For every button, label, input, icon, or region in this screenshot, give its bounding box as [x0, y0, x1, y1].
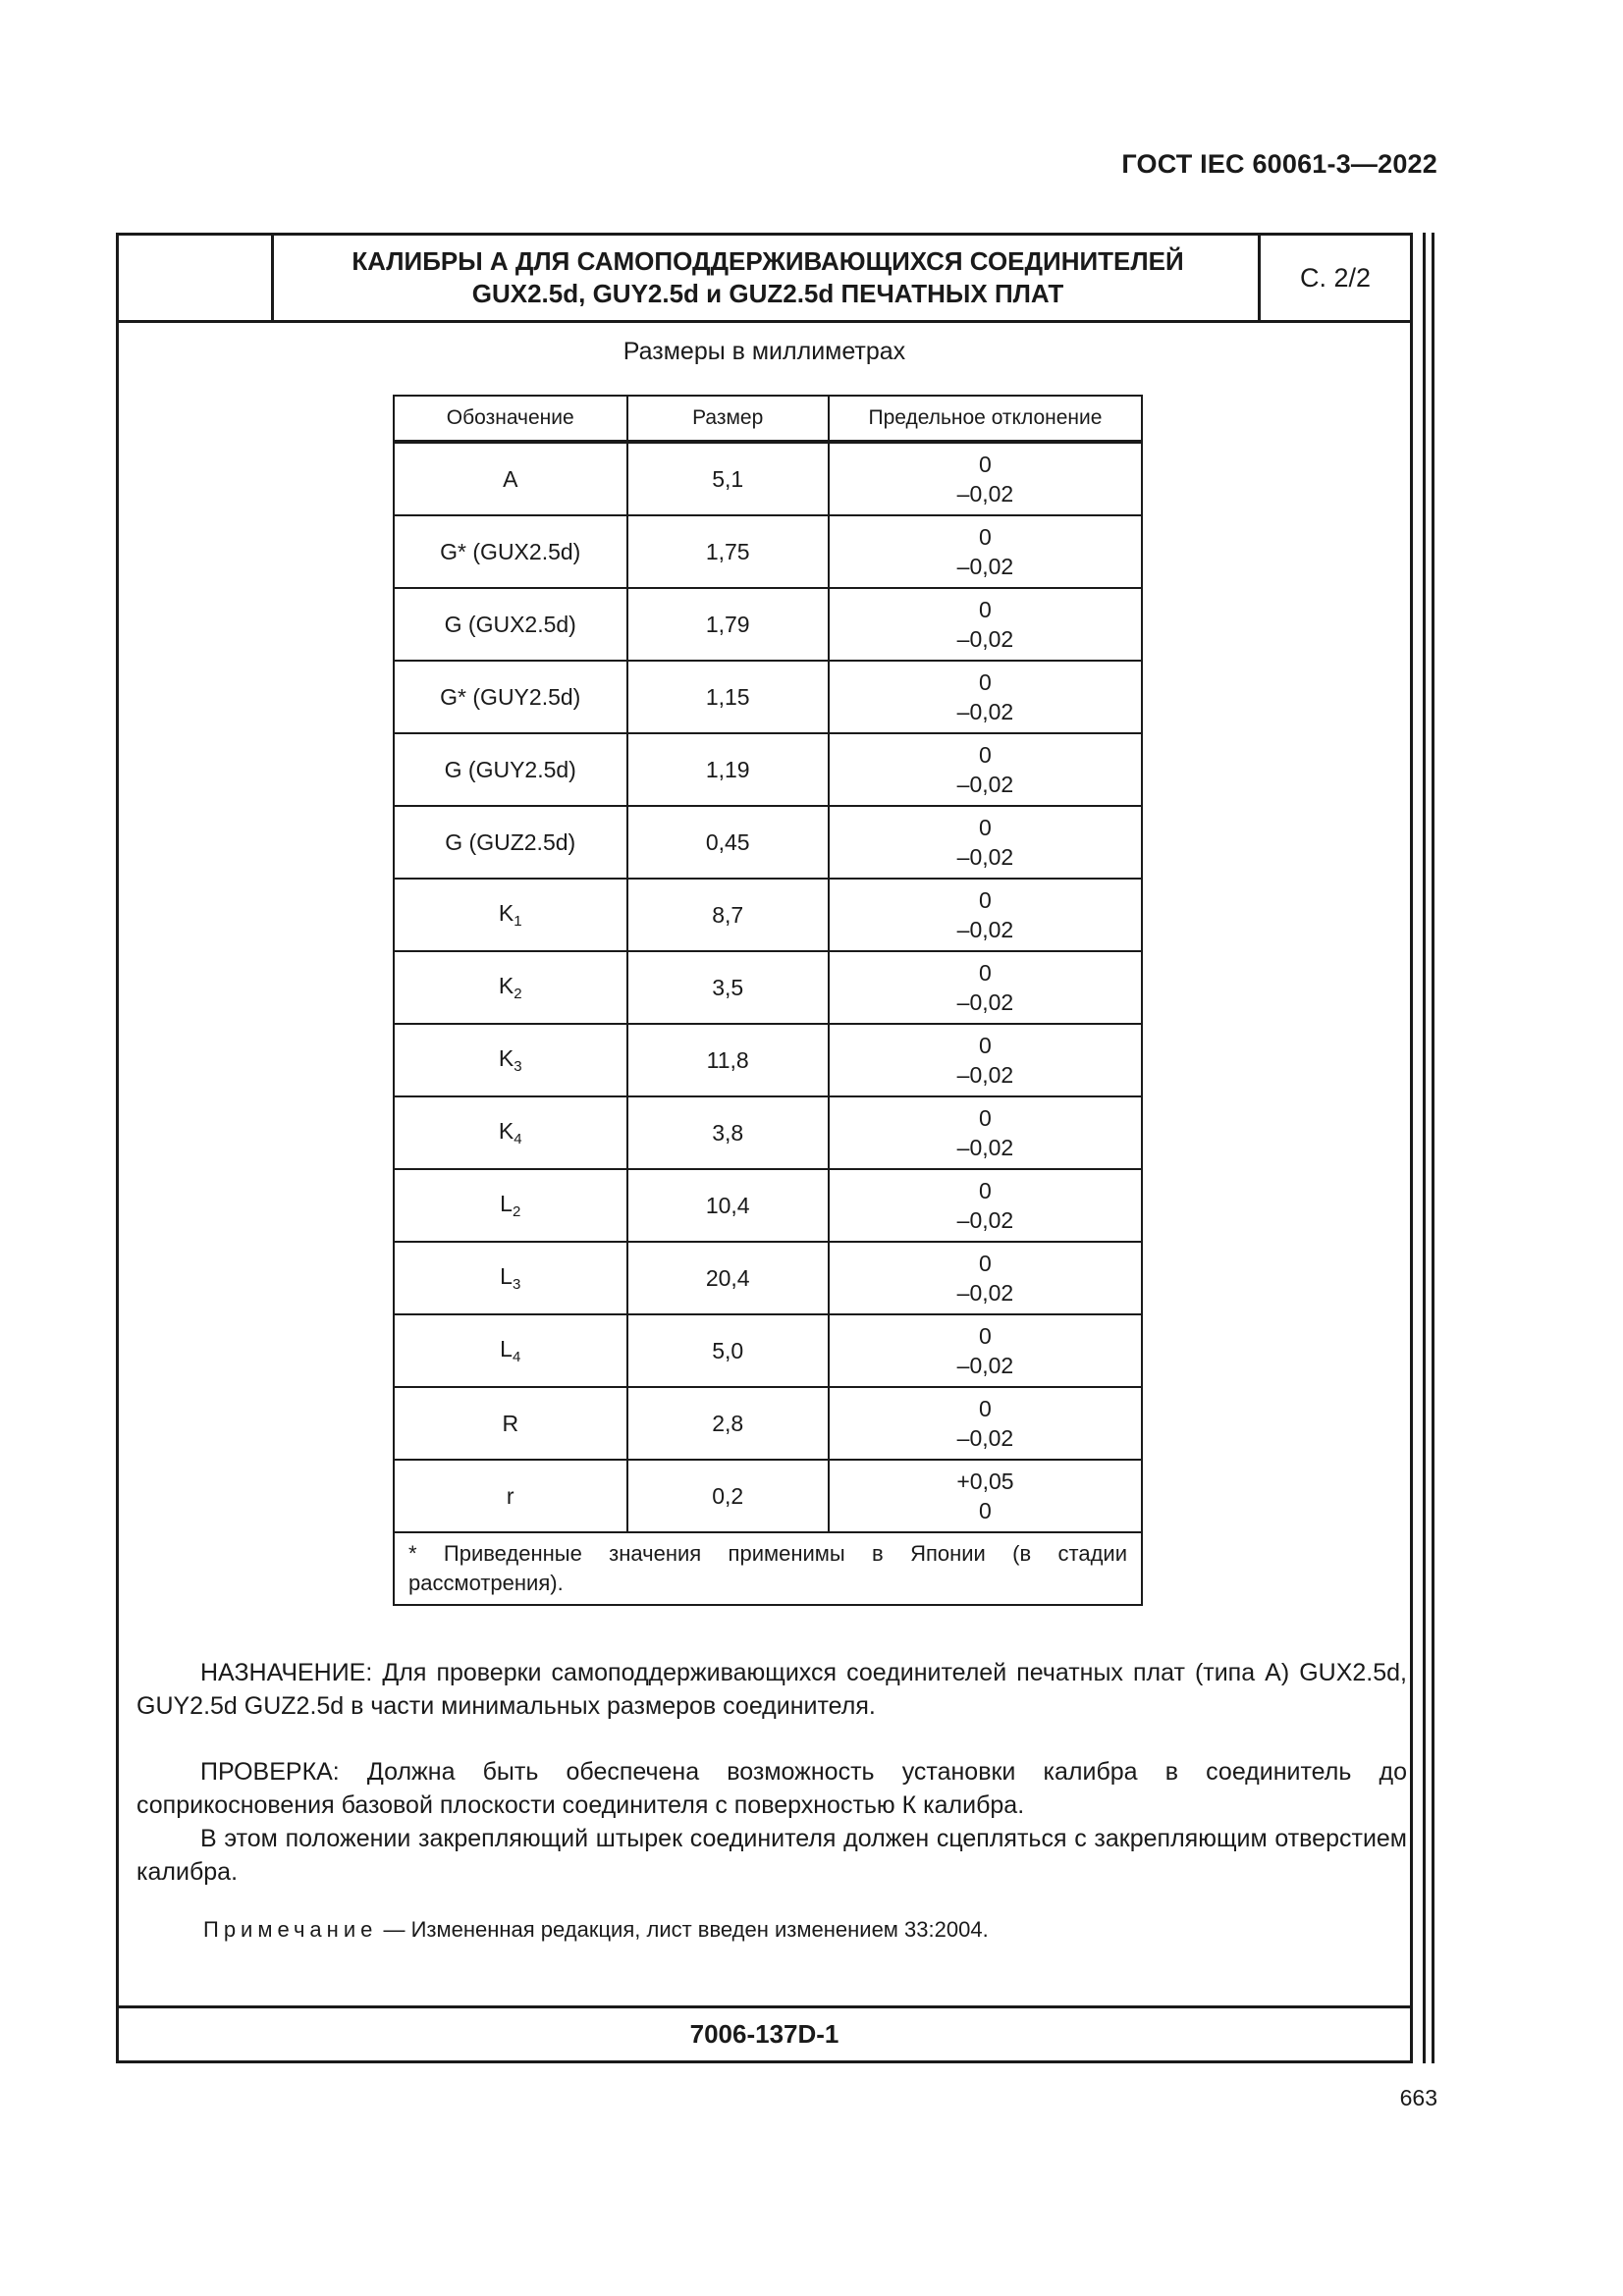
designation-cell — [394, 515, 627, 588]
size-cell: 3,8 — [627, 1096, 829, 1169]
tolerance-cell — [829, 1387, 1142, 1460]
tolerance-upper: 0 — [979, 1033, 992, 1058]
check-paragraph — [136, 1755, 1407, 1822]
tolerance-upper: 0 — [979, 1178, 992, 1203]
table-row — [394, 442, 1142, 515]
tolerance-upper: +0,05 — [956, 1468, 1014, 1494]
tolerance-lower: –0,02 — [956, 626, 1014, 652]
tolerance-lower: –0,02 — [956, 989, 1014, 1015]
table-row — [394, 588, 1142, 661]
tolerance-upper: 0 — [979, 1323, 992, 1349]
designation-cell — [394, 951, 627, 1024]
table-row — [394, 806, 1142, 879]
column-header-designation: Обозначение — [394, 396, 627, 442]
tolerance-lower: –0,02 — [956, 1062, 1014, 1088]
tolerance-cell — [829, 1242, 1142, 1314]
sheet-number: С. 2/2 — [1258, 236, 1410, 320]
size-cell: 1,19 — [627, 733, 829, 806]
dimensions-table — [393, 395, 1143, 1606]
column-header-tolerance: Предельное отклонение — [829, 396, 1142, 442]
size-cell: 2,8 — [627, 1387, 829, 1460]
position-paragraph — [136, 1822, 1407, 1889]
designation-cell — [394, 442, 627, 515]
sheet-title-line-2: GUX2.5d, GUY2.5d и GUZ2.5d ПЕЧАТНЫХ ПЛАТ — [471, 279, 1064, 308]
designation-cell — [394, 1242, 627, 1314]
designation-text: K — [498, 1045, 514, 1071]
designation-text: K — [498, 900, 514, 926]
tolerance-upper: 0 — [979, 597, 992, 622]
tolerance-cell — [829, 442, 1142, 515]
table-row — [394, 661, 1142, 733]
tolerance-cell — [829, 1169, 1142, 1242]
designation-text: K — [498, 973, 514, 998]
size-cell: 5,0 — [627, 1314, 829, 1387]
tolerance-lower: –0,02 — [956, 1280, 1014, 1306]
tolerance-cell — [829, 879, 1142, 951]
designation-cell — [394, 1169, 627, 1242]
note — [203, 1917, 1407, 1943]
tolerance-lower: 0 — [979, 1498, 992, 1523]
designation-subscript: 3 — [514, 1058, 522, 1075]
designation-subscript: 3 — [512, 1276, 521, 1293]
check-text: ПРОВЕРКА: Должна быть обеспечена возможность установки калибра в соединитель до соприкосновения базовой плоскости соединителя с поверхностью К калибра. — [136, 1758, 1407, 1819]
table-row — [394, 1024, 1142, 1096]
designation-text: K — [498, 1118, 514, 1144]
tolerance-lower: –0,02 — [956, 554, 1014, 579]
designation-text: G* (GUX2.5d) — [440, 538, 581, 564]
designation-text: G* (GUY2.5d) — [440, 683, 581, 710]
designation-text: L — [500, 1191, 513, 1216]
table-row — [394, 733, 1142, 806]
size-cell: 5,1 — [627, 442, 829, 515]
table-row — [394, 1314, 1142, 1387]
tolerance-cell — [829, 588, 1142, 661]
designation-cell — [394, 661, 627, 733]
size-cell: 11,8 — [627, 1024, 829, 1096]
designation-cell — [394, 1024, 627, 1096]
tolerance-cell — [829, 951, 1142, 1024]
column-header-size: Размер — [627, 396, 829, 442]
tolerance-upper: 0 — [979, 960, 992, 986]
designation-text: G (GUY2.5d) — [444, 756, 576, 782]
tolerance-lower: –0,02 — [956, 699, 1014, 724]
designation-cell — [394, 588, 627, 661]
tolerance-lower: –0,02 — [956, 1425, 1014, 1451]
sheet-title — [274, 236, 1262, 320]
page-number: 663 — [1399, 2085, 1437, 2110]
designation-text: G (GUZ2.5d) — [445, 828, 576, 855]
table-row — [394, 515, 1142, 588]
designation-text: R — [502, 1410, 519, 1436]
tolerance-lower: –0,02 — [956, 481, 1014, 507]
table-row — [394, 879, 1142, 951]
table-row — [394, 1242, 1142, 1314]
tolerance-cell — [829, 661, 1142, 733]
designation-text: r — [506, 1482, 514, 1509]
purpose-paragraph — [136, 1656, 1407, 1723]
designation-text: A — [503, 465, 518, 492]
size-cell: 1,75 — [627, 515, 829, 588]
tolerance-upper: 0 — [979, 452, 992, 477]
size-cell: 0,2 — [627, 1460, 829, 1532]
designation-cell — [394, 1314, 627, 1387]
tolerance-cell — [829, 733, 1142, 806]
tolerance-upper: 0 — [979, 1251, 992, 1276]
size-cell: 3,5 — [627, 951, 829, 1024]
tolerance-lower: –0,02 — [956, 844, 1014, 870]
designation-subscript: 4 — [512, 1349, 521, 1365]
tolerance-cell — [829, 1024, 1142, 1096]
table-row — [394, 1169, 1142, 1242]
tolerance-lower: –0,02 — [956, 1135, 1014, 1160]
tolerance-upper: 0 — [979, 742, 992, 768]
tolerance-upper: 0 — [979, 887, 992, 913]
designation-cell — [394, 1387, 627, 1460]
tolerance-upper: 0 — [979, 669, 992, 695]
designation-cell — [394, 879, 627, 951]
table-footnote-row — [394, 1532, 1142, 1605]
size-cell: 1,79 — [627, 588, 829, 661]
designation-cell — [394, 1096, 627, 1169]
sheet-title-line-1: КАЛИБРЫ А ДЛЯ САМОПОДДЕРЖИВАЮЩИХСЯ СОЕДИНИТЕЛЕЙ — [352, 246, 1184, 276]
table-row — [394, 951, 1142, 1024]
designation-text: G (GUX2.5d) — [444, 611, 576, 637]
note-prefix: Примечание — [203, 1917, 378, 1942]
purpose-text: НАЗНАЧЕНИЕ: Для проверки самоподдерживающихся соединителей печатных плат (типа А) GUX2.5d, GUY2.5d GUZ2.5d в части минимальных размеров соединителя. — [136, 1659, 1407, 1720]
designation-text: L — [500, 1336, 513, 1362]
tolerance-cell — [829, 515, 1142, 588]
frame-side-rule — [1432, 233, 1434, 2063]
tolerance-lower: –0,02 — [956, 1353, 1014, 1378]
size-cell: 10,4 — [627, 1169, 829, 1242]
designation-cell — [394, 733, 627, 806]
size-cell: 0,45 — [627, 806, 829, 879]
table-header-row — [394, 396, 1142, 442]
designation-subscript: 2 — [512, 1203, 521, 1220]
title-block-blank-cell — [119, 236, 274, 320]
designation-cell — [394, 1460, 627, 1532]
tolerance-lower: –0,02 — [956, 917, 1014, 942]
table-row — [394, 1096, 1142, 1169]
size-cell: 8,7 — [627, 879, 829, 951]
units-caption: Размеры в миллиметрах — [622, 338, 906, 365]
tolerance-cell — [829, 806, 1142, 879]
tolerance-cell — [829, 1460, 1142, 1532]
table-row — [394, 1460, 1142, 1532]
sheet-code: 7006-137D-1 — [119, 2005, 1410, 2060]
standard-designation: ГОСТ IEC 60061-3—2022 — [1121, 149, 1437, 179]
designation-subscript: 2 — [514, 986, 522, 1002]
note-text: — Измененная редакция, лист введен изменением 33:2004. — [377, 1917, 989, 1942]
tolerance-lower: –0,02 — [956, 1207, 1014, 1233]
tolerance-upper: 0 — [979, 1396, 992, 1421]
tolerance-cell — [829, 1314, 1142, 1387]
frame-side-rule — [1423, 233, 1426, 2063]
designation-cell — [394, 806, 627, 879]
tolerance-upper: 0 — [979, 815, 992, 840]
size-cell: 1,15 — [627, 661, 829, 733]
sheet-frame — [116, 233, 1413, 2063]
size-cell: 20,4 — [627, 1242, 829, 1314]
designation-subscript: 1 — [514, 913, 522, 930]
table-row — [394, 1387, 1142, 1460]
tolerance-upper: 0 — [979, 1105, 992, 1131]
designation-text: L — [500, 1263, 513, 1289]
title-block — [119, 236, 1410, 323]
tolerance-lower: –0,02 — [956, 772, 1014, 797]
table-footnote: * Приведенные значения применимы в Японии (в стадии рассмотрения). — [394, 1532, 1142, 1605]
tolerance-cell — [829, 1096, 1142, 1169]
tolerance-upper: 0 — [979, 524, 992, 550]
designation-subscript: 4 — [514, 1131, 522, 1148]
position-text: В этом положении закрепляющий штырек соединителя должен сцепляться с закрепляющим отверстием калибра. — [136, 1825, 1407, 1886]
